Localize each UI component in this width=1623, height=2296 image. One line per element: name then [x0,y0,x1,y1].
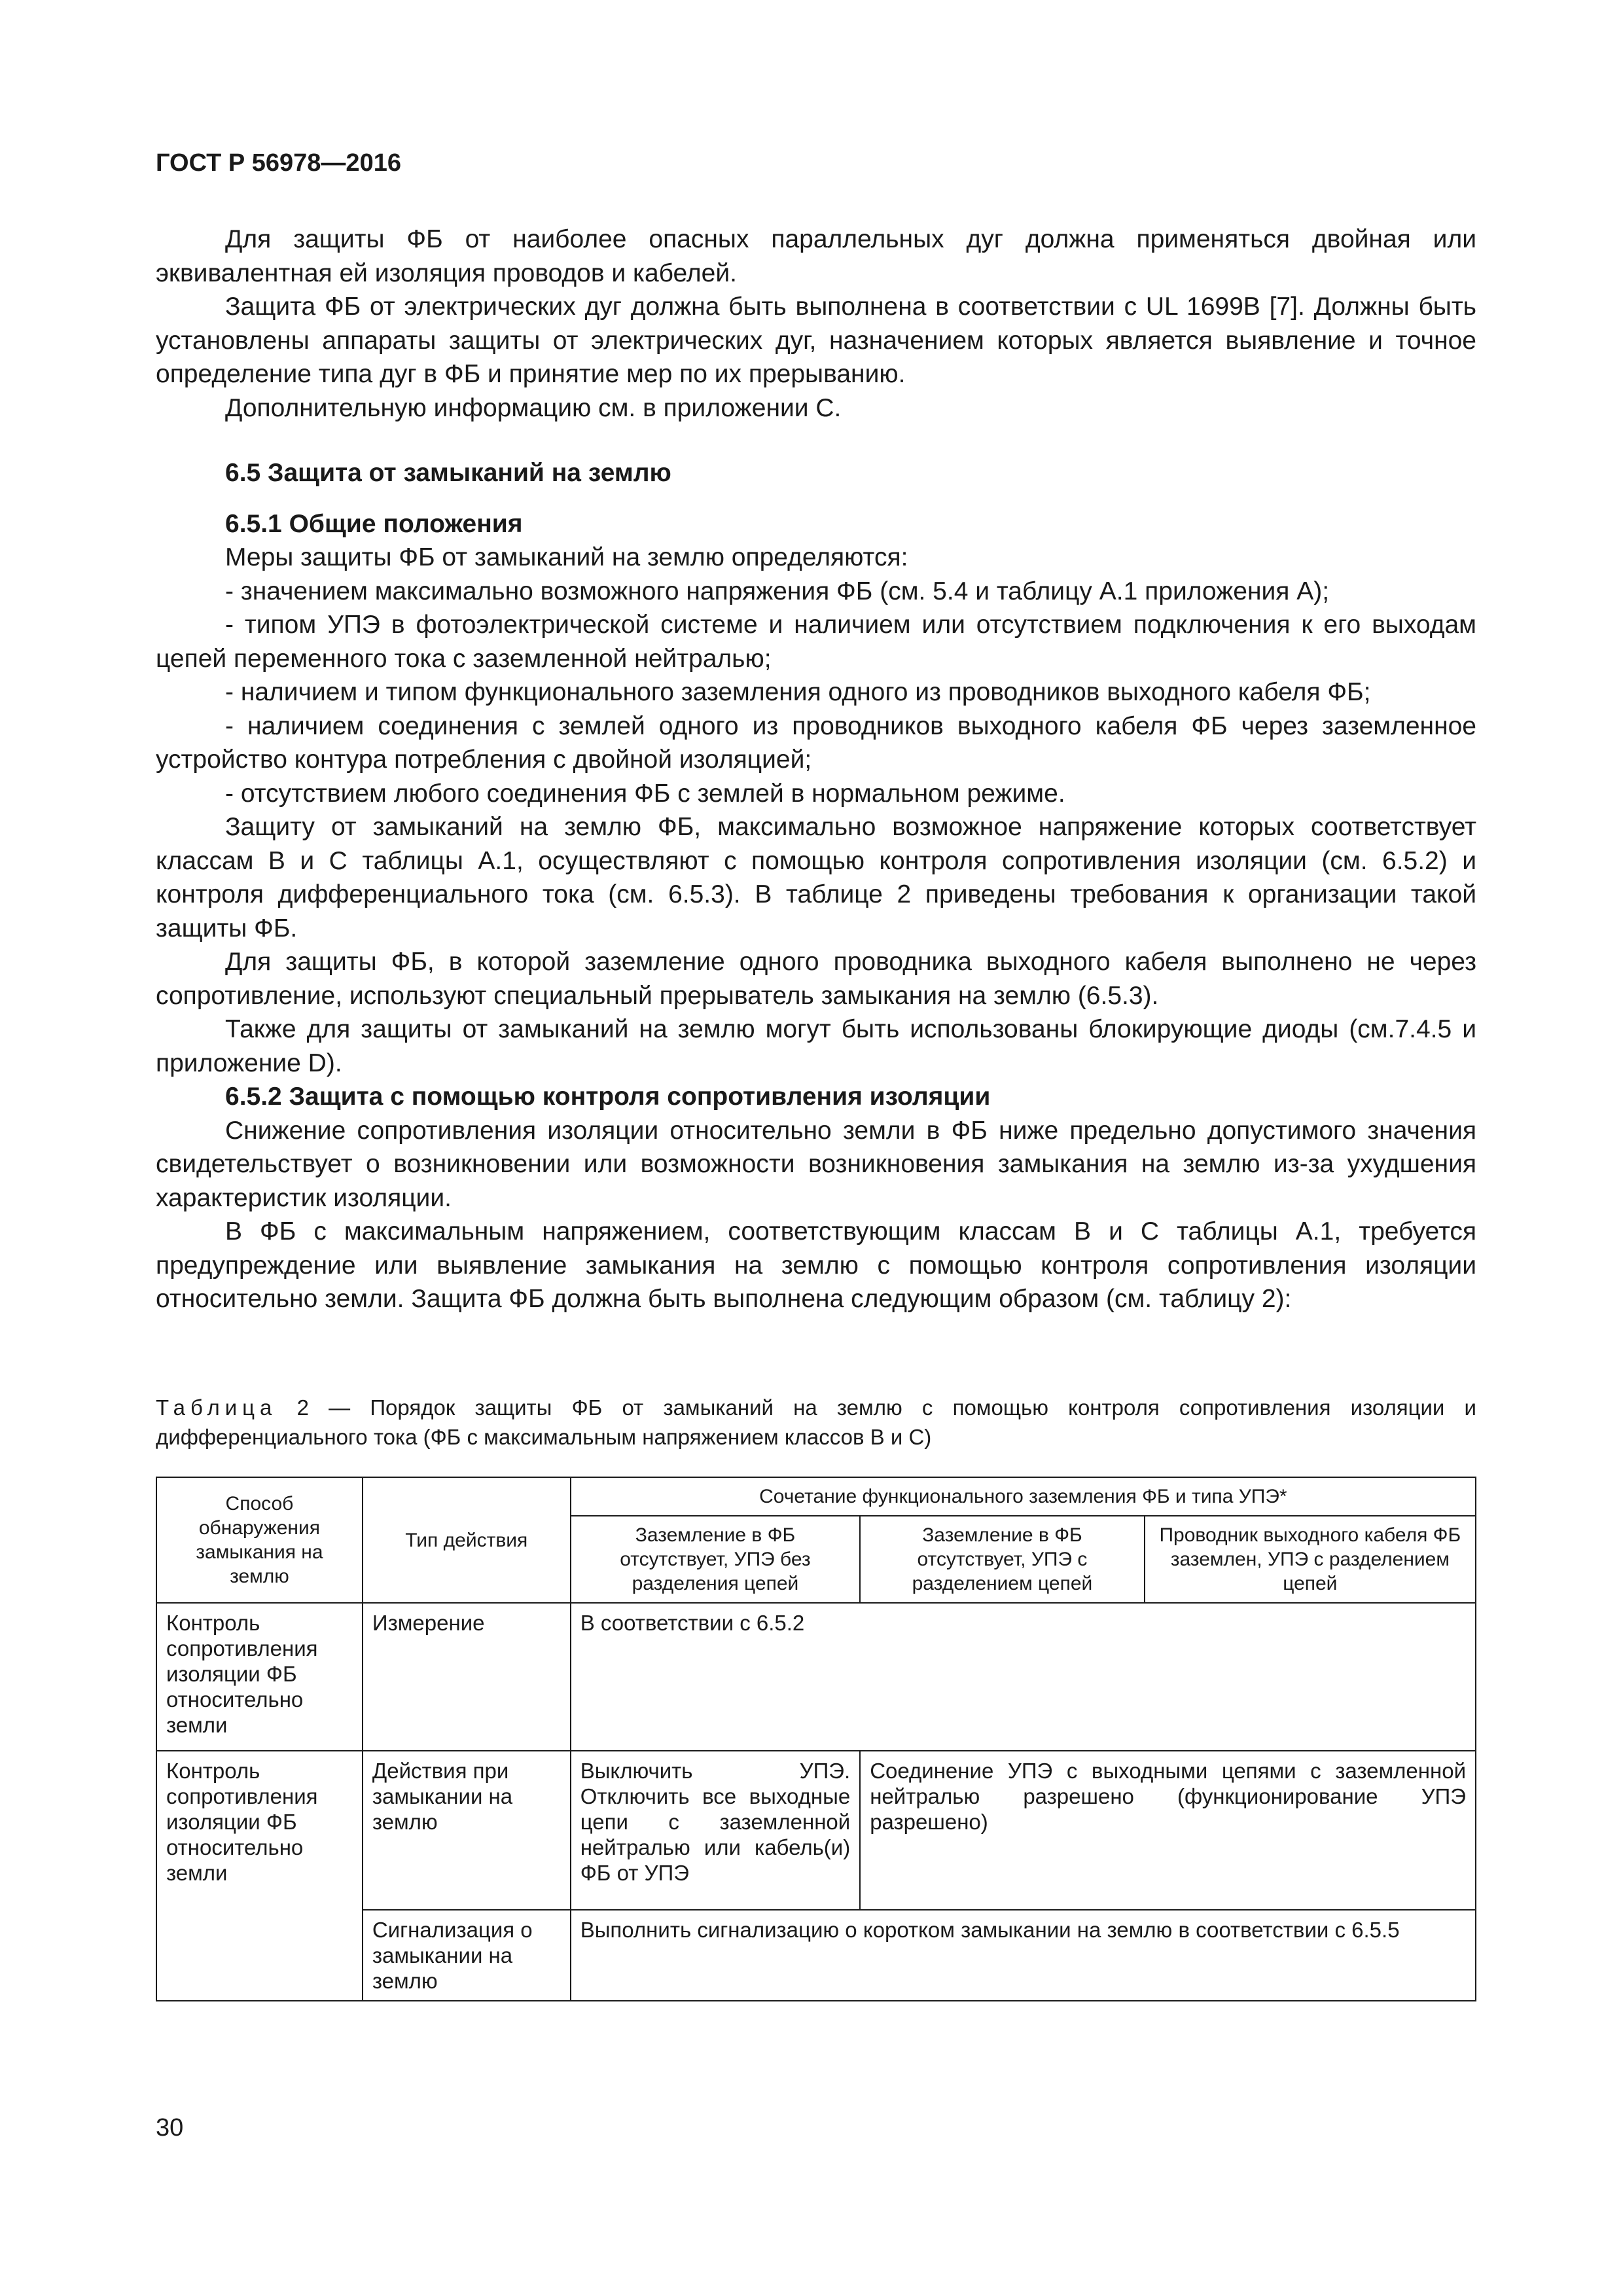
paragraph: Дополнительную информацию см. в приложении С. [225,393,842,422]
subsection-heading-6-5-1: 6.5.1 Общие положения [225,509,523,538]
header-cell-sub1: Заземление в ФБ отсутствует, УПЭ без разделения цепей [571,1516,861,1603]
list-item: - типом УПЭ в фотоэлектрической системе и наличием или отсутствием подключения к его выходам цепей переменного тока с заземленной нейтралью; [156,611,1476,673]
paragraph: Защиту от замыканий на землю ФБ, максимально возможное напряжение которых соответствует классам В и С таблицы А.1, осуществляют с помощью контроля сопротивления изоляции (см. 6.5.2) и контроля дифференциального тока (см. 6.5.3). В таблице 2 приведены требования к организации такой защиты ФБ. [156,813,1476,942]
table-caption-text: 2 — Порядок защиты ФБ от замыканий на землю с помощью контроля сопротивления изоляции и дифференциального тока (ФБ с максимальным напряжением классов В и С) [156,1395,1476,1449]
header-cell-group: Сочетание функционального заземления ФБ и типа УПЭ* [571,1477,1476,1516]
table-cell: Выполнить сигнализацию о коротком замыкании на землю в соответствии с 6.5.5 [571,1910,1476,2001]
paragraph: Также для защиты от замыканий на землю могут быть использованы блокирующие диоды (см.7.4.5 и приложение D). [156,1015,1476,1077]
list-item: - значением максимально возможного напряжения ФБ (см. 5.4 и таблицу А.1 приложения А); [225,577,1330,605]
table-cell: Контроль сопротивления изоляции ФБ относительно земли [156,1751,363,2001]
table-cell: Контроль сопротивления изоляции ФБ относительно земли [156,1603,363,1751]
page-number: 30 [156,2114,184,2142]
paragraph: Для защиты ФБ, в которой заземление одного проводника выходного кабеля выполнено не через сопротивление, используют специальный прерыватель замыкания на землю (6.5.3). [156,948,1476,1010]
table-cell: Измерение [363,1603,571,1751]
table-caption-label: Таблица [156,1395,277,1420]
paragraph: Для защиты ФБ от наиболее опасных параллельных дуг должна применяться двойная или эквивалентная ей изоляция проводов и кабелей. [156,225,1476,287]
header-cell-sub2: Заземление в ФБ отсутствует, УПЭ с разделением цепей [860,1516,1144,1603]
table-cell: Сигнализация о замыкании на землю [363,1910,571,2001]
paragraph: Защита ФБ от электрических дуг должна быть выполнена в соответствии с UL 1699B [7]. Должны быть установлены аппараты защиты от электрических дуг, назначением которых является выявление и точное определение типа дуг в ФБ и принятие мер по их прерыванию. [156,293,1476,388]
list-item: - наличием соединения с землей одного из проводников выходного кабеля ФБ через заземленное устройство контура потребления с двойной изоляцией; [156,711,1476,774]
subsection-heading-6-5-2: 6.5.2 Защита с помощью контроля сопротивления изоляции [225,1083,991,1111]
paragraph: Снижение сопротивления изоляции относительно земли в ФБ ниже предельно допустимого значения свидетельствует о возникновении или возможности возникновения замыкания на землю из-за ухудшения характеристик изоляции. [156,1116,1476,1212]
section-heading-6-5: 6.5 Защита от замыканий на землю [225,459,671,487]
table-row [156,1751,1476,1910]
table-cell: Действия при замыкании на землю [363,1751,571,1910]
table-cell: Соединение УПЭ с выходными цепями с заземленной нейтралью разрешено (функционирование УПЭ разрешено) [860,1751,1476,1910]
list-item: - отсутствием любого соединения ФБ с землей в нормальном режиме. [225,779,1065,808]
document-header: ГОСТ Р 56978—2016 [156,149,401,177]
list-item: - наличием и типом функционального заземления одного из проводников выходного кабеля ФБ; [225,678,1371,706]
paragraph: В ФБ с максимальным напряжением, соответствующим классам В и С таблицы А.1, требуется предупреждение или выявление замыкания на землю с помощью контроля сопротивления изоляции относительно земли. Защита ФБ должна быть выполнена следующим образом (см. таблицу 2): [156,1217,1476,1313]
table-cell: В соответствии с 6.5.2 [571,1603,1476,1751]
table-header-row [156,1477,1476,1516]
table-cell: Выключить УПЭ. Отключить все выходные цепи с заземленной нейтралью или кабель(и) ФБ от УПЭ [571,1751,861,1910]
table-caption [156,1393,1476,1452]
body-text [156,223,1476,1316]
paragraph: Меры защиты ФБ от замыканий на землю определяются: [225,543,908,571]
table-2 [156,1477,1476,2001]
header-cell-sub3: Проводник выходного кабеля ФБ заземлен, УПЭ с разделением цепей [1145,1516,1476,1603]
header-cell-action: Тип действия [363,1477,571,1603]
table-row [156,1603,1476,1751]
header-cell-method: Способ обнаружения замыкания на землю [156,1477,363,1603]
